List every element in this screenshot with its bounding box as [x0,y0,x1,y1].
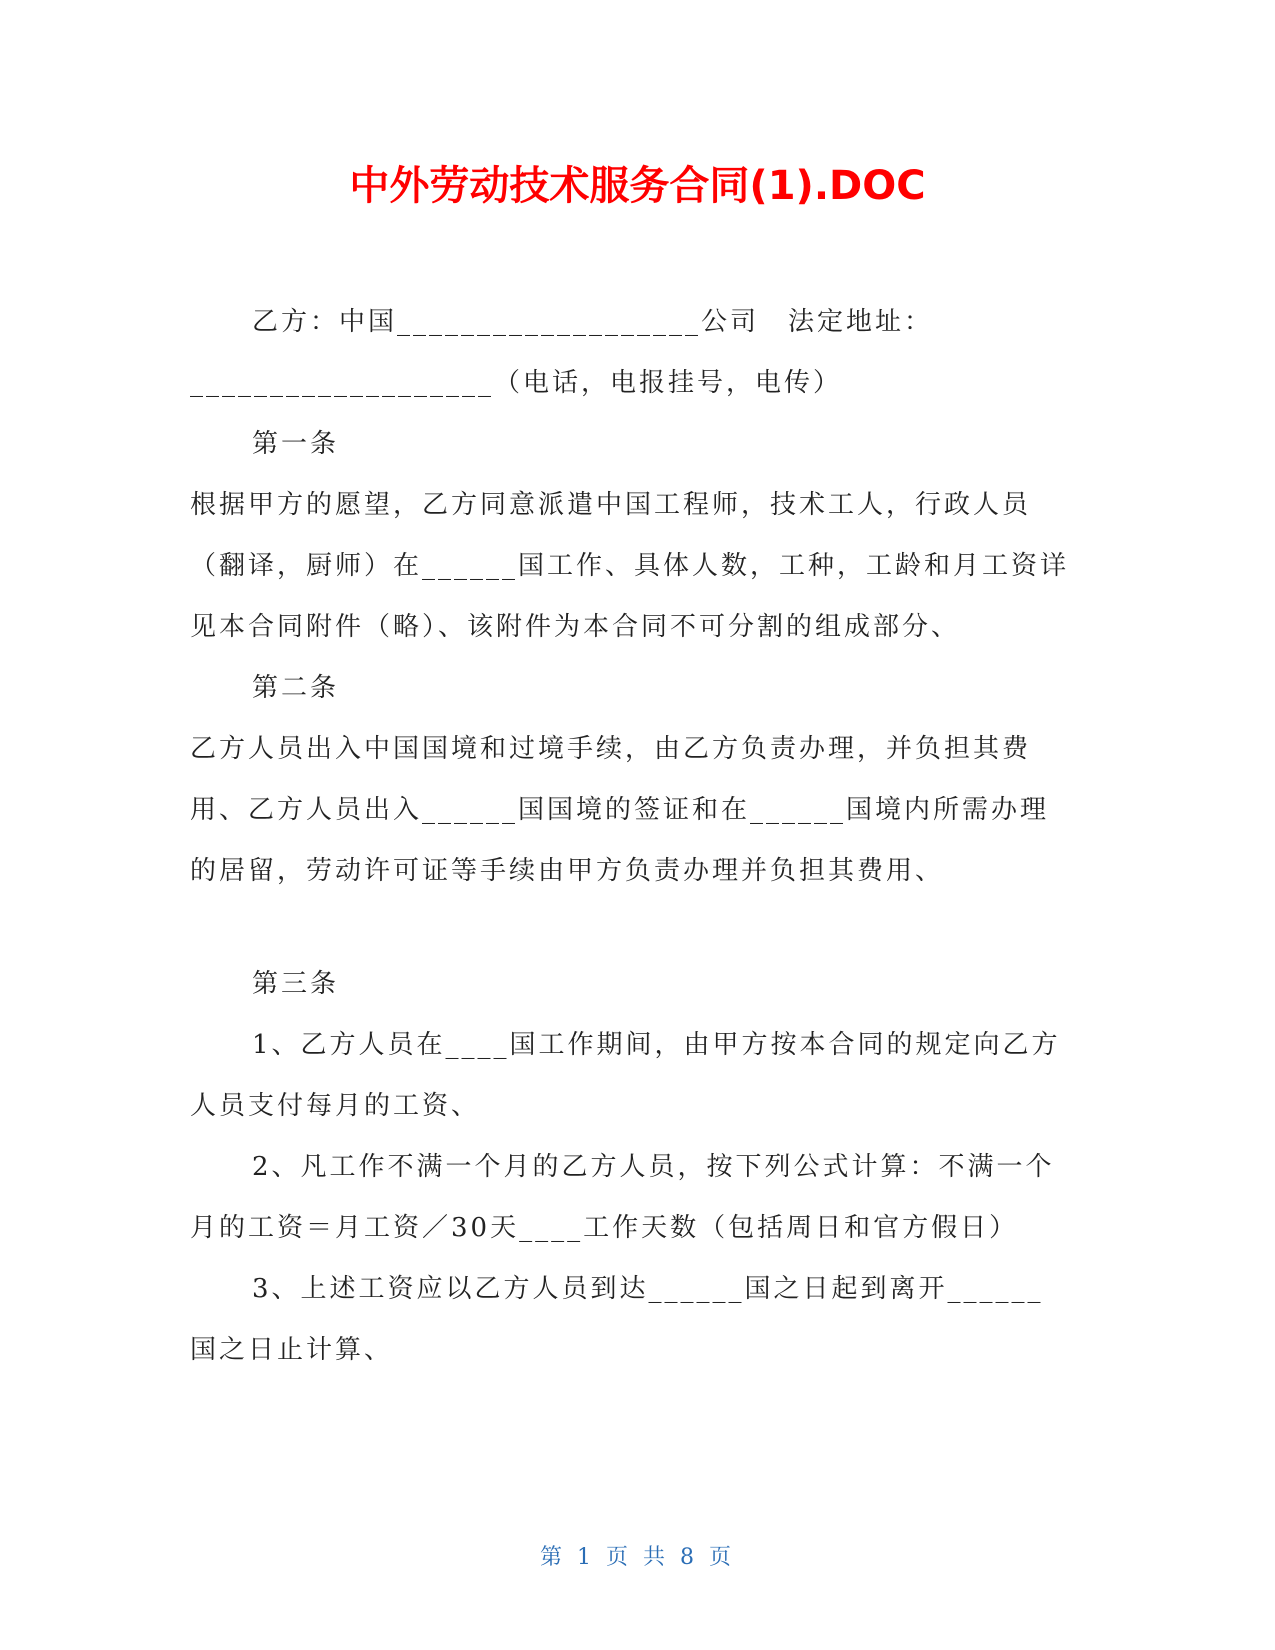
paragraph-gap [190,902,1070,954]
article-1-heading: 第一条 [252,429,340,459]
article-3-clause-1: 1、乙方人员在____国工作期间，由甲方按本合同的规定向乙方人员支付每月的工资、 [190,1030,1061,1121]
article-3-clause-2: 2、凡工作不满一个月的乙方人员，按下列公式计算：不满一个月的工资＝月工资／30天____工作天数（包括周日和官方假日） [190,1152,1055,1243]
party-b-paragraph: 乙方：中国___________________公司 法定地址：___________________（电话，电报挂号，电传） [190,307,934,398]
article-3-clause-3: 3、上述工资应以乙方人员到达______国之日起到离开______国之日止计算、 [190,1274,1044,1365]
article-2-text: 乙方人员出入中国国境和过境手续，由乙方负责办理，并负担其费用、乙方人员出入______国国境的签证和在______国境内所需办理的居留，劳动许可证等手续由甲方负责办理并负担其费用、 [190,734,1050,886]
article-1-text: 根据甲方的愿望，乙方同意派遣中国工程师，技术工人，行政人员（翻译，厨师）在______国工作、具体人数，工种，工龄和月工资详见本合同附件（略）、该附件为本合同不可分割的组成部分、 [190,490,1070,642]
article-2-heading: 第二条 [252,673,340,703]
page-number-footer: 第 1 页 共 8 页 [540,1545,735,1570]
article-3-heading: 第三条 [252,969,340,999]
document-title: 中外劳动技术服务合同(1).DOC [349,163,926,209]
document-body [190,292,1070,1381]
